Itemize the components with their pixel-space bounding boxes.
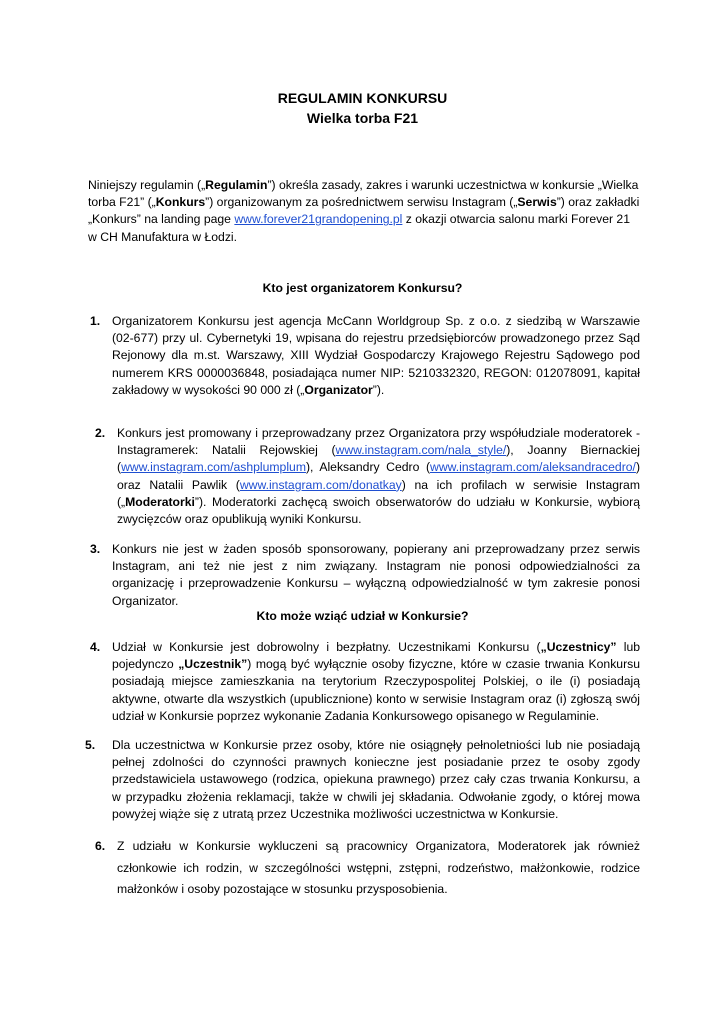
- item-number: 3.: [90, 542, 101, 556]
- section-heading-participation: Kto może wziąć udział w Konkursie?: [256, 609, 469, 623]
- term-serwis: Serwis: [517, 195, 557, 210]
- item-text: Udział w Konkursie jest dobrowolny i bezpłatny. Uczestnikami Konkursu („Uczestnicy” lub pojedynczo „Uczestnik”) mogą być wyłącznie osoby fizyczne, które w czasie trwania Konkursu posiadają miejsce zamieszkania na terytorium Rzeczypospolitej Polskiej, o ile (i) posiadają aktywne, otwarte dla wszystkich (upublicznione) konto w serwisie Instagram oraz (i) zgłoszą swój udział w Konkursie poprzez wykonanie Zadania Konkursowego opisanego w Regulaminie.: [112, 640, 640, 723]
- instagram-link-aleksandracedro[interactable]: www.instagram.com/aleksandracedro/: [430, 460, 636, 475]
- term-uczestnicy: „Uczestnicy”: [540, 640, 617, 654]
- item-text: Dla uczestnictwa w Konkursie przez osoby, które nie osiągnęły pełnoletniości lub nie posiadają pełnej zdolności do czynności prawnych konieczne jest posiadanie przez te osoby zgody przedstawiciela ustawowego (rodzica, opiekuna prawnego) przez cały czas trwania Konkursu, a w przypadku złożenia reklamacji, także w chwili jej składania. Odwołanie zgody, o której mowa powyżej wiąże się z utratą przez Uczestnika możliwości uczestnictwa w Konkursie.: [112, 738, 640, 821]
- item-number: 1.: [90, 314, 101, 328]
- instagram-link-nala-style[interactable]: www.instagram.com/nala_style/: [335, 443, 507, 458]
- instagram-link-ashplumplum[interactable]: www.instagram.com/ashplumplum: [121, 460, 306, 475]
- term-regulamin: Regulamin: [205, 178, 268, 192]
- section-heading-organizer: Kto jest organizatorem Konkursu?: [262, 281, 463, 295]
- term-konkurs: Konkurs: [155, 195, 206, 210]
- item-number: 4.: [90, 640, 101, 654]
- item-text: Z udziału w Konkursie wykluczeni są pracownicy Organizatora, Moderatorek jak również członkowie ich rodzin, w szczególności wstępni, zstępni, rodzeństwo, małżonkowie, rodzice małżonków i osoby pozostające w stosunku przysposobienia.: [117, 839, 640, 896]
- term-uczestnik: „Uczestnik”: [178, 657, 248, 672]
- term-organizator: Organizator: [304, 382, 373, 397]
- item-text: Konkurs jest promowany i przeprowadzany przez Organizatora przy współudziale moderatorek - Instagramerek: Natalii Rejowskiej (www.instagram.com/nala_style/), Joanny Biernackiej (www.instagram.com/ashplumplum), Aleksandry Cedro (www.instagram.com/aleksandracedro/) oraz Natalii Pawlik (www.instagram.com/donatkay) na ich profilach w serwisie Instagram („Moderatorki”). Moderatorki zachęcą swoich obserwatorów do udziału w Konkursie, wybiorą zwycięzców oraz opublikują wyniki Konkursu.: [117, 426, 640, 527]
- document-subtitle: Wielka torba F21: [306, 110, 419, 126]
- instagram-link-donatkay[interactable]: www.instagram.com/donatkay: [239, 477, 402, 492]
- item-number: 2.: [95, 426, 106, 440]
- item-number: 6.: [95, 839, 106, 853]
- item-number: 5.: [85, 738, 96, 752]
- landing-page-link[interactable]: www.forever21grandopening.pl: [234, 212, 403, 227]
- item-text: Konkurs nie jest w żaden sposób sponsorowany, popierany ani przeprowadzany przez serwis Instagram, ani też nie jest z nim związany. Instagram nie ponosi odpowiedzialności za organizację i przeprowadzenie Konkursu – wyłączną odpowiedzialność w tym zakresie ponosi Organizator.: [112, 542, 640, 608]
- term-moderatorki: Moderatorki: [125, 494, 195, 509]
- document-title: REGULAMIN KONKURSU: [277, 90, 448, 106]
- item-text: Organizatorem Konkursu jest agencja McCann Worldgroup Sp. z o.o. z siedzibą w Warszawie (02-677) przy ul. Cybernetyki 19, wpisana do rejestru przedsiębiorców prowadzonego przez Sąd Rejonowy dla m.st. Warszawy, XIII Wydział Gospodarczy Krajowego Rejestru Sądowego pod numerem KRS 0000036848, posiadająca numer NIP: 5210332320, REGON: 012078091, kapitał zakładowy w wysokości 90 000 zł („Organizator”).: [112, 314, 640, 397]
- intro-paragraph: Niniejszy regulamin („Regulamin”) określa zasady, zakres i warunki uczestnictwa w konkursie „Wielka torba F21” („Konkurs”) organizowanym za pośrednictwem serwisu Instagram („Serwis”) oraz zakładki „Konkurs” na landing page www.forever21grandopening.pl z okazji otwarcia salonu marki Forever 21 w CH Manufaktura w Łodzi.: [88, 178, 640, 244]
